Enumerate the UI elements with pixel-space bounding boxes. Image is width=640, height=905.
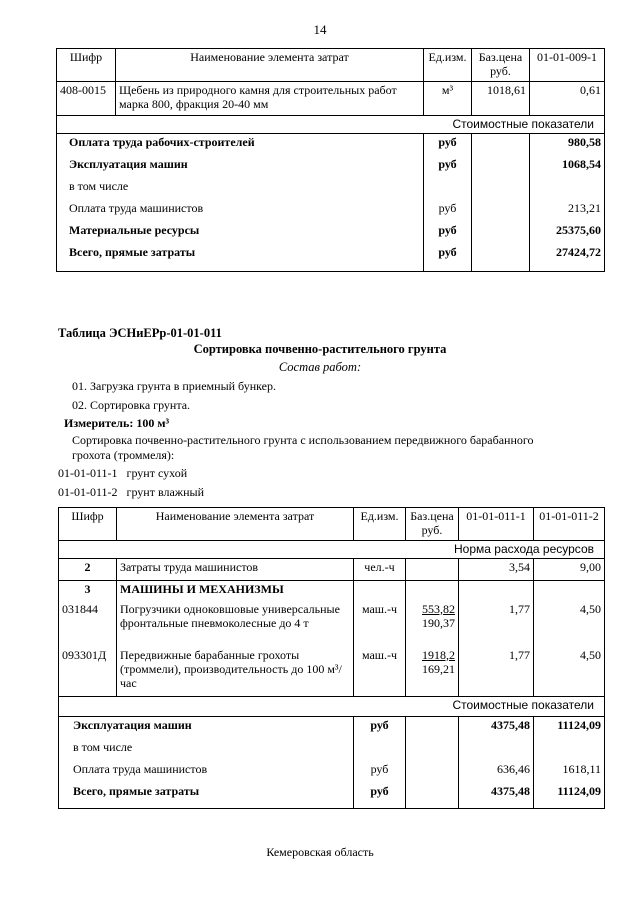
header-price: Баз.цена руб. <box>406 508 459 541</box>
header-name: Наименование элемента затрат <box>116 49 424 82</box>
header-unit: Ед.изм. <box>354 508 406 541</box>
variant-item <box>58 466 187 481</box>
machine-name: Погрузчики одноковшовые универсальные фронтальные пневмоколесные до 4 т <box>117 601 354 647</box>
header-price: Баз.цена руб. <box>472 49 530 82</box>
machine-price <box>406 647 459 697</box>
section-code: 3 <box>59 581 117 601</box>
row-unit: чел.-ч <box>354 559 406 581</box>
row-value: 0,61 <box>530 82 605 116</box>
section-norm-label: Норма расхода ресурсов <box>59 541 605 559</box>
variant-code: 01-01-011-1 <box>58 466 118 480</box>
cost-row <box>59 783 605 809</box>
header-unit: Ед.изм. <box>424 49 472 82</box>
cost-unit: руб <box>354 761 406 783</box>
row-price: 1018,61 <box>472 82 530 116</box>
variant-code: 01-01-011-2 <box>58 485 118 499</box>
cost-value: 980,58 <box>530 134 605 156</box>
cost-row <box>59 717 605 739</box>
machine-unit: маш.-ч <box>354 601 406 647</box>
machine-price-bottom: 190,37 <box>422 615 455 630</box>
table-title: Таблица ЭСНиЕРр-01-01-011 <box>58 326 222 340</box>
work-item: 02. Сортировка грунта. <box>72 398 191 412</box>
table-row <box>57 82 605 116</box>
cost-value: 25375,60 <box>530 222 605 244</box>
cost-unit: руб <box>354 783 406 809</box>
work-item: 01. Загрузка грунта в приемный бункер. <box>72 379 276 393</box>
row-name: Затраты труда машинистов <box>117 559 354 581</box>
machine-code: 093301Д <box>59 647 117 697</box>
cost-row <box>57 156 605 178</box>
cost-unit: руб <box>424 244 472 272</box>
machine-code: 031844 <box>59 601 117 647</box>
description-line: Сортировка почвенно-растительного грунта с использованием передвижного барабанного <box>72 433 534 447</box>
cost-name: Материальные ресурсы <box>57 222 424 244</box>
row-unit: м³ <box>424 82 472 116</box>
table-subtitle: Сортировка почвенно-растительного грунта <box>193 342 447 356</box>
table-row <box>59 581 605 601</box>
header-norm-2: 01-01-011-2 <box>534 508 605 541</box>
section-heading: МАШИНЫ И МЕХАНИЗМЫ <box>117 581 354 601</box>
table-row <box>59 647 605 697</box>
description-line: грохота (троммеля): <box>72 448 175 462</box>
cost-name: Оплата труда рабочих-строителей <box>57 134 424 156</box>
header-code: Шифр <box>57 49 116 82</box>
machine-price-top: 1918,2 <box>422 647 455 662</box>
machine-value-2: 4,50 <box>534 647 605 697</box>
cost-unit: руб <box>424 156 472 178</box>
header-name: Наименование элемента затрат <box>117 508 354 541</box>
table-row <box>59 559 605 581</box>
cost-name: Оплата труда машинистов <box>57 200 424 222</box>
cost-name: в том числе <box>59 739 354 761</box>
meter-label: Измеритель: 100 м³ <box>64 416 170 430</box>
cost-unit: руб <box>424 222 472 244</box>
cost-value-2: 11124,09 <box>534 717 605 739</box>
table-row <box>59 601 605 647</box>
header-norm: 01-01-009-1 <box>530 49 605 82</box>
cost-row <box>57 134 605 156</box>
machine-unit: маш.-ч <box>354 647 406 697</box>
machine-price-bottom: 169,21 <box>422 661 455 676</box>
resource-table-011 <box>58 507 605 809</box>
row-code: 2 <box>59 559 117 581</box>
cost-value: 213,21 <box>530 200 605 222</box>
variant-item <box>58 485 204 500</box>
cost-name: Эксплуатация машин <box>57 156 424 178</box>
header-code: Шифр <box>59 508 117 541</box>
row-value-1: 3,54 <box>459 559 534 581</box>
header-norm-1: 01-01-011-1 <box>459 508 534 541</box>
variant-name: грунт сухой <box>126 466 188 480</box>
cost-row <box>57 222 605 244</box>
cost-name: Всего, прямые затраты <box>57 244 424 272</box>
machine-value-1: 1,77 <box>459 647 534 697</box>
composition-title: Состав работ: <box>278 360 362 374</box>
cost-row <box>57 178 605 200</box>
footer-region: Кемеровская область <box>266 845 374 859</box>
cost-value-2: 11124,09 <box>534 783 605 809</box>
machine-price <box>406 601 459 647</box>
section-cost-label: Стоимостные показатели <box>59 697 605 717</box>
row-code: 408-0015 <box>57 82 116 116</box>
cost-row <box>59 739 605 761</box>
machine-value-2: 4,50 <box>534 601 605 647</box>
machine-value-1: 1,77 <box>459 601 534 647</box>
machine-price-top: 553,82 <box>422 601 455 616</box>
row-name: Щебень из природного камня для строительных работ марка 800, фракция 20-40 мм <box>116 82 424 116</box>
resource-table-009 <box>56 48 605 272</box>
cost-value-1: 4375,48 <box>459 783 534 809</box>
cost-unit: руб <box>354 717 406 739</box>
cost-unit: руб <box>424 134 472 156</box>
cost-row <box>57 244 605 272</box>
cost-unit: руб <box>424 200 472 222</box>
cost-value-1: 636,46 <box>459 761 534 783</box>
cost-name: в том числе <box>57 178 424 200</box>
cost-value-2: 1618,11 <box>534 761 605 783</box>
section-label: Стоимостные показатели <box>57 116 605 134</box>
variant-name: грунт влажный <box>126 485 204 499</box>
cost-row <box>59 761 605 783</box>
page-number: 14 <box>313 22 327 37</box>
row-value-2: 9,00 <box>534 559 605 581</box>
machine-name: Передвижные барабанные грохоты (троммели), производительность до 100 м³/час <box>117 647 354 697</box>
cost-row <box>57 200 605 222</box>
cost-value: 27424,72 <box>530 244 605 272</box>
cost-name: Всего, прямые затраты <box>59 783 354 809</box>
cost-value: 1068,54 <box>530 156 605 178</box>
cost-value-1: 4375,48 <box>459 717 534 739</box>
cost-name: Оплата труда машинистов <box>59 761 354 783</box>
cost-name: Эксплуатация машин <box>59 717 354 739</box>
